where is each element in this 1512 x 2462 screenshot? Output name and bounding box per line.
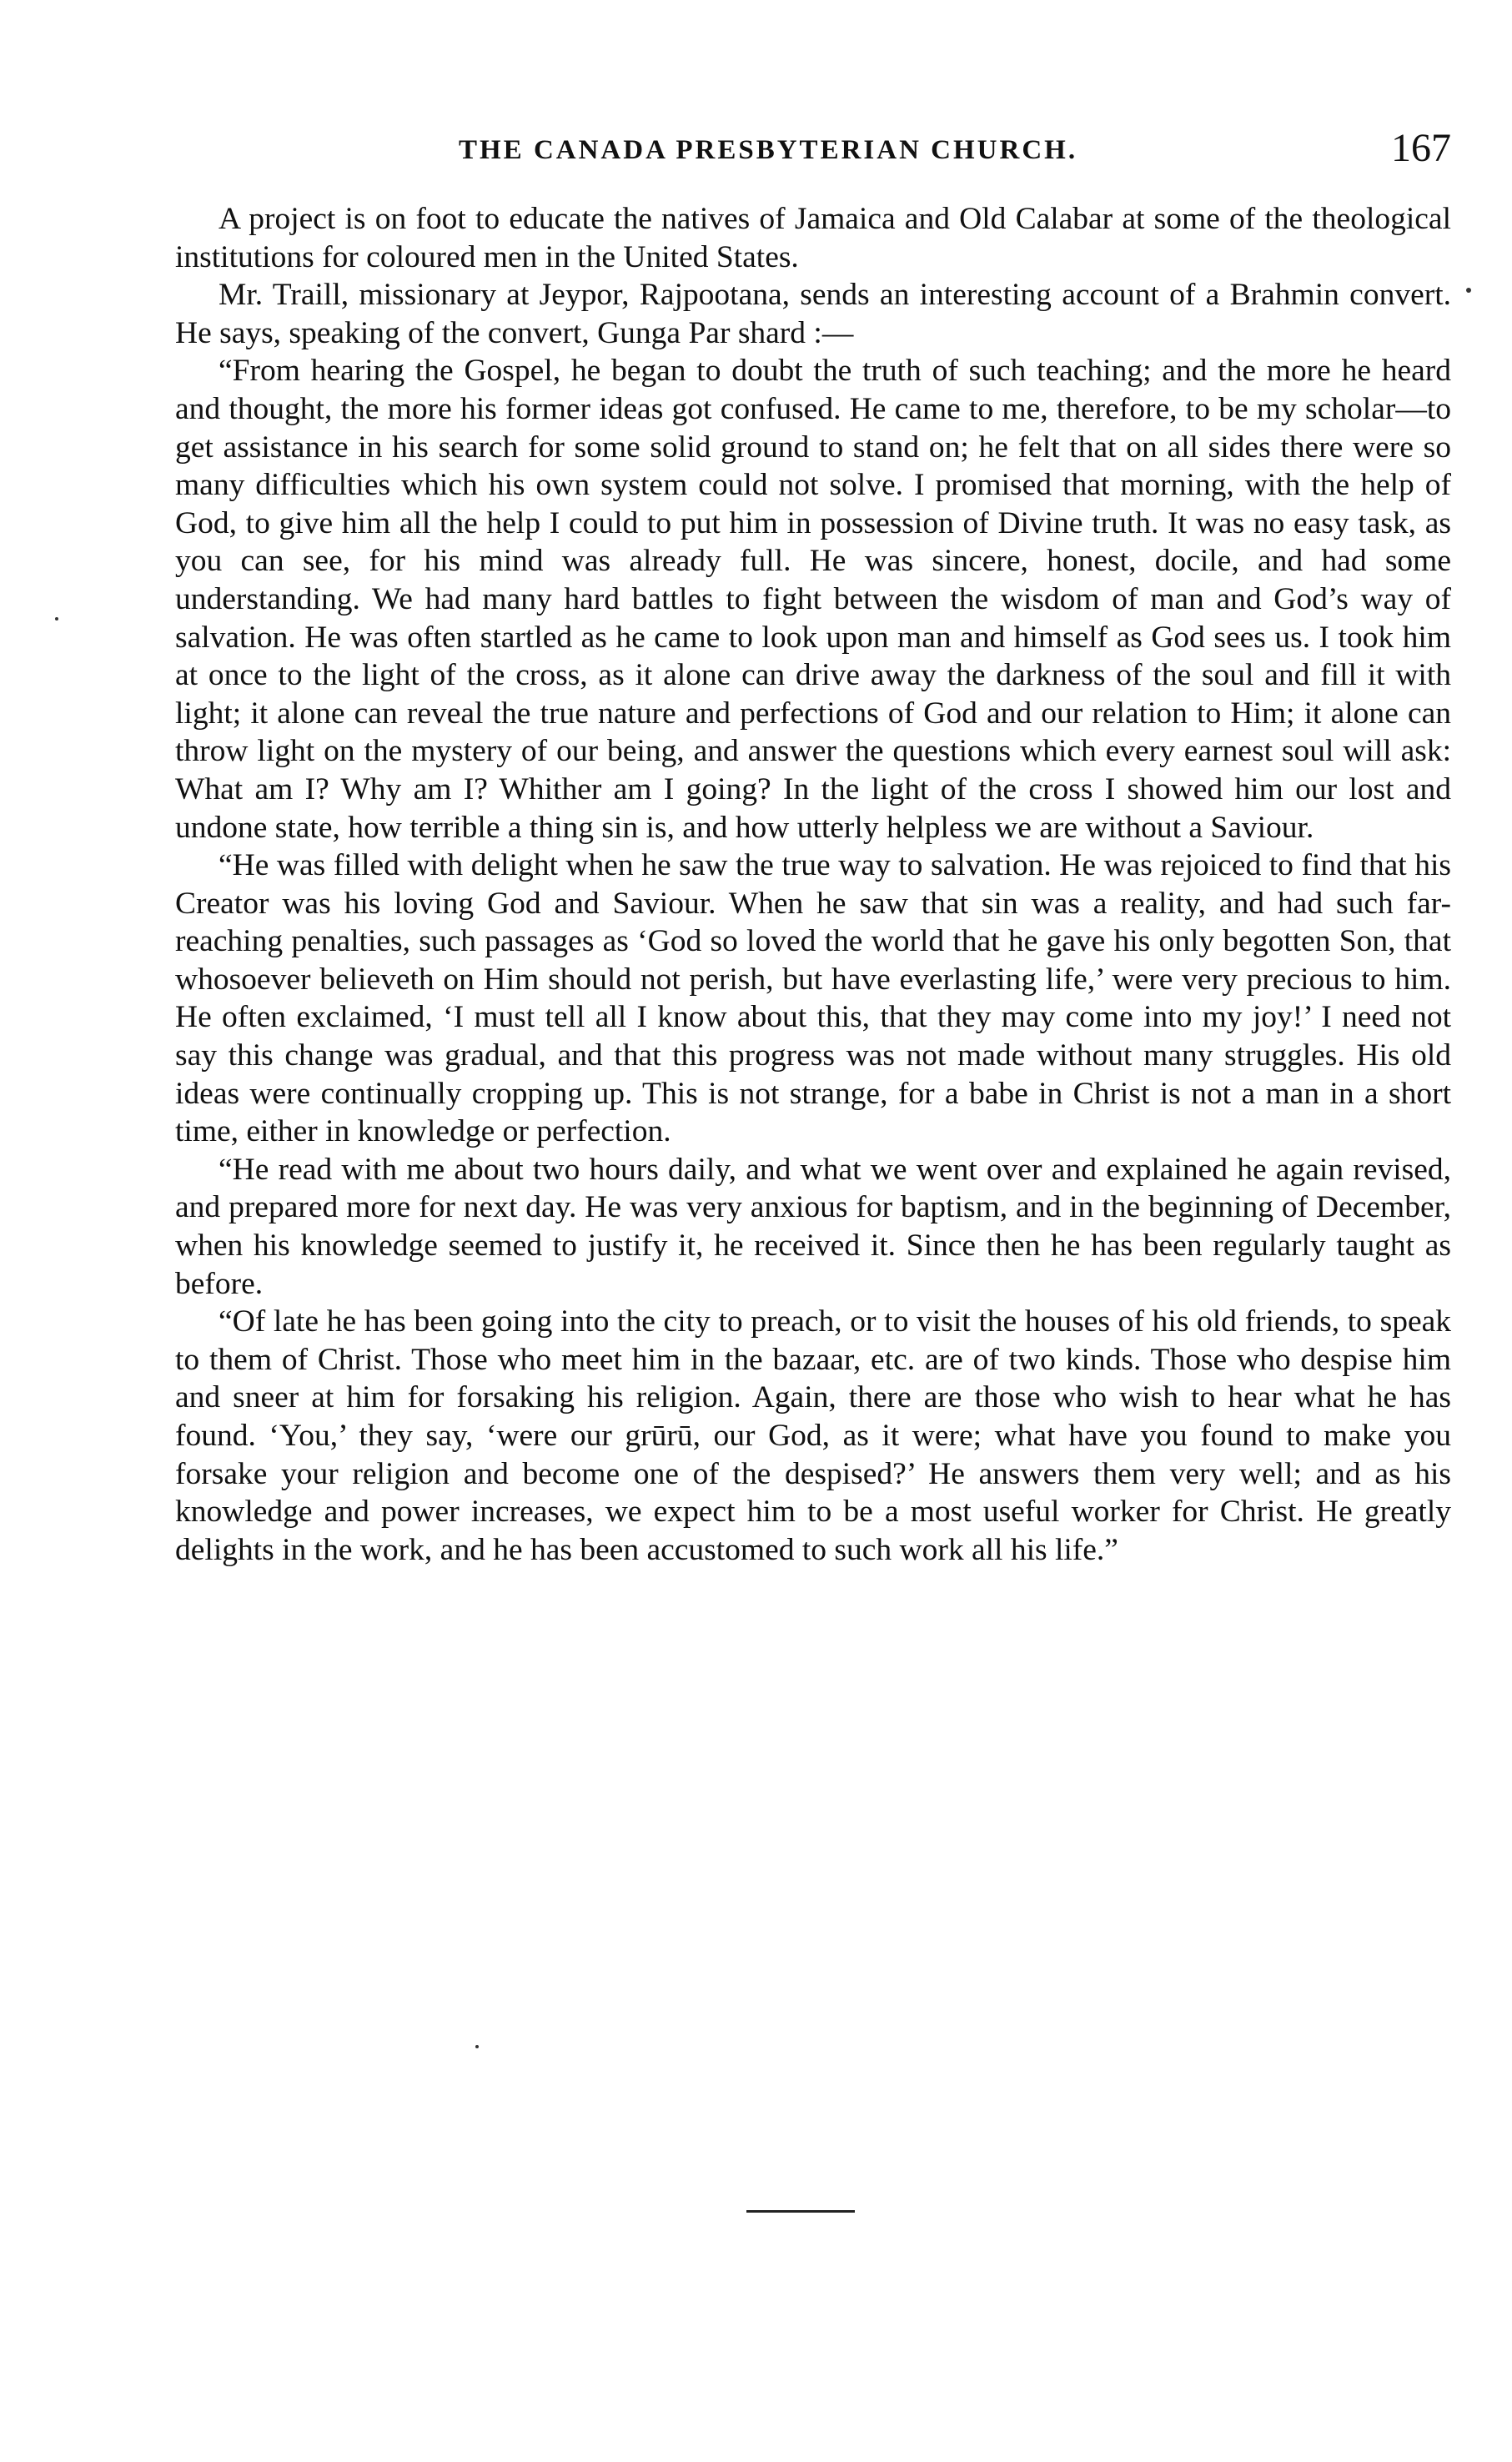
paragraph: “Of late he has been going into the city to preach, or to visit the houses of his old friends, to speak to them of Christ. Those who meet him in the bazaar, etc. are of two kinds. Those who despise him and sneer at him for forsaking his religion. Again, there are those who wish to hear what he has found. ‘You,’ they say, ‘were our grūrū, our God, as it were; what have you found to make you forsake your religion and become one of the despised?’ He answers them very well; and as his knowledge and power increases, we expect him to be a most useful worker for Christ. He greatly delights in the work, and he has been accustomed to such work all his life.” [175,1304,1451,1567]
paragraph: “From hearing the Gospel, he began to doubt the truth of such teaching; and the more he heard and thought, the more his former ideas got confused. He came to me, therefore, to be my scholar—to get assistance in his search for some solid ground to stand on; he felt that on all sides there were so many difficulties which his own system could not solve. I promised that morning, with the help of God, to give him all the help I could to put him in possession of Divine truth. It was no easy task, as you can see, for his mind was already full. He was sincere, honest, docile, and had some understanding. We had many hard battles to fight between the wisdom of man and God’s way of salvation. He was often startled as he came to look upon man and himself as God sees us. I took him at once to the light of the cross, as it alone can drive away the darkness of the soul and fill it with light; it alone can reveal the true nature and perfections of God and our relation to Him; it alone can throw light on the mystery of our being, and answer the questions which every earnest soul will ask: What am I? Why am I? Whither am I going? In the light of the cross I showed him our lost and undone state, how terrible a thing sin is, and how utterly helpless we are without a Saviour. [175,354,1451,845]
paragraph: “He was filled with delight when he saw the true way to salvation. He was rejoiced to find that his Creator was his loving God and Saviour. When he saw that sin was a reality, and had such far-reaching penalties, such passages as ‘God so loved the world that he gave his only begotten Son, that whosoever believeth on Him should not perish, but have everlasting life,’ were very precious to him. He often exclaimed, ‘I must tell all I know about this, that they may come into my joy!’ I need not say this change was gradual, and that this progress was not made without many struggles. His old ideas were continually cropping up. This is not strange, for a babe in Christ is not a man in a short time, either in knowledge or perfection. [175,848,1451,1149]
paragraph: “He read with me about two hours daily, and what we went over and explained he again revised, and prepared more for next day. He was very anxious for baptism, and in the beginning of December, when his knowledge seemed to justify it, he received it. Since then he has been regularly taught as before. [175,1152,1451,1301]
page-number: 167 [1391,126,1451,170]
paragraph: Mr. Traill, missionary at Jeypor, Rajpootana, sends an interesting account of a Brahmin convert. He says, speaking of the convert, Gunga Par shard :— [175,278,1451,350]
body-text [175,200,1451,1569]
end-rule [746,2210,855,2213]
print-speck [55,617,58,621]
paragraph: A project is on foot to educate the natives of Jamaica and Old Calabar at some of the theological institutions for coloured men in the United States. [175,202,1451,274]
print-speck [1466,288,1471,293]
print-speck [475,2045,479,2048]
running-head [175,125,1451,175]
running-title: THE CANADA PRESBYTERIAN CHURCH. [459,135,1078,165]
